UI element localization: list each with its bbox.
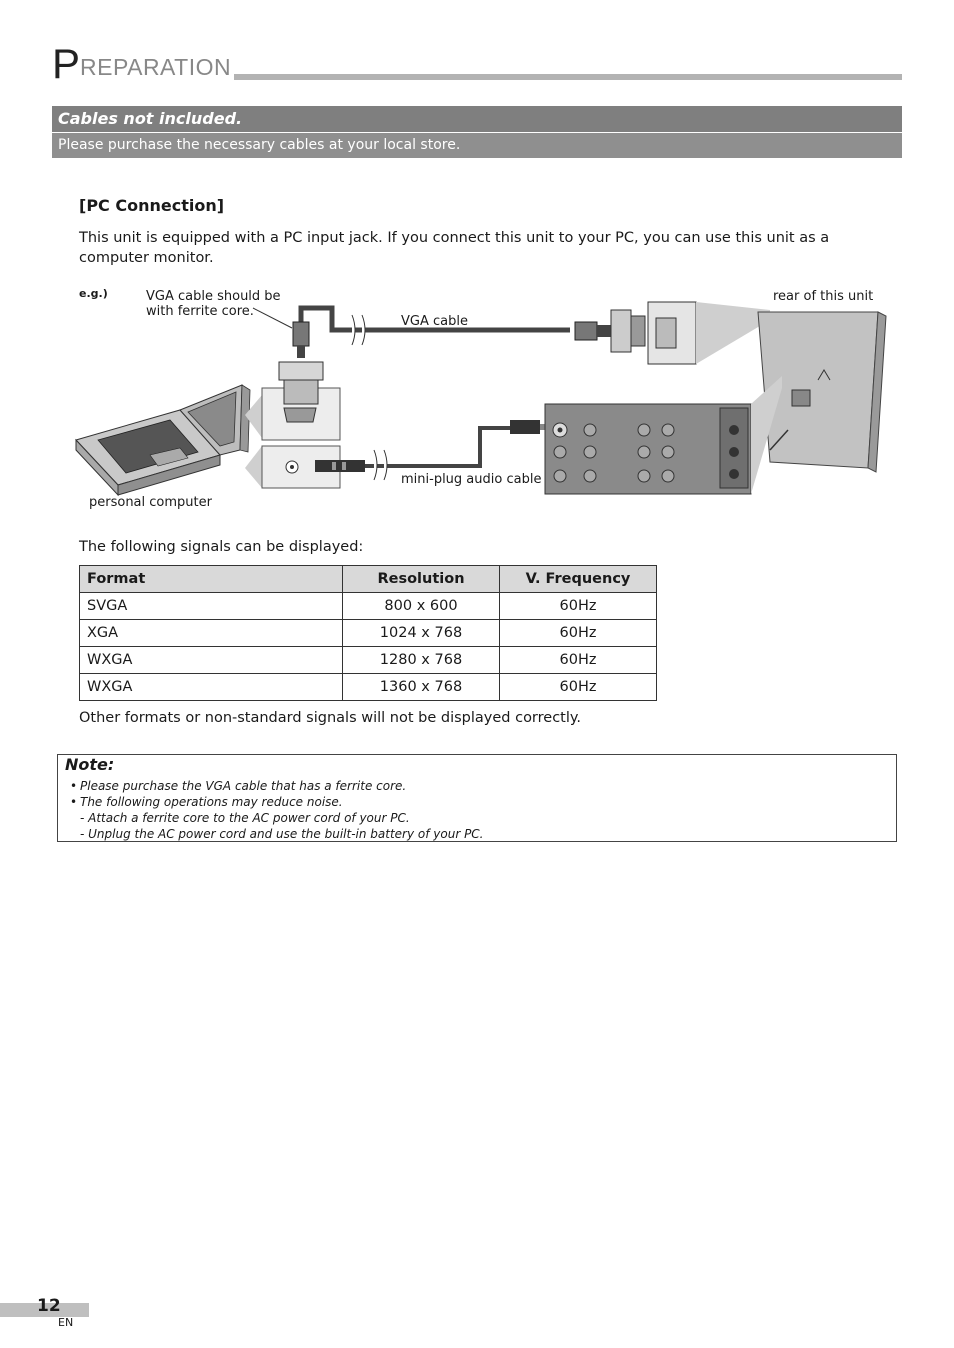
cables-banner-title: Cables not included. [52,106,902,132]
ferrite-leader-line [253,308,292,328]
note-bullet-1: Please purchase the VGA cable that has a ferrite core. [80,779,407,793]
note-title: Note: [65,755,115,774]
note-sub-2: - Unplug the AC power cord and use the built-in battery of your PC. [80,827,484,841]
pc-label: personal computer [89,495,212,510]
example-label: e.g.) [79,287,108,300]
table-row [80,620,657,647]
page-number: 12 [37,1296,61,1316]
cell-frequency: 60Hz [500,674,657,701]
signals-caption: The following signals can be displayed: [79,539,364,555]
cables-banner-subtitle: Please purchase the necessary cables at your local store. [52,133,902,158]
cell-format: WXGA [80,647,343,674]
tv-jack-panel [545,404,751,494]
header-frequency: V. Frequency [500,566,657,593]
cell-resolution: 1360 x 768 [343,674,500,701]
laptop-illustration [76,385,250,495]
cell-resolution: 1024 x 768 [343,620,500,647]
cell-frequency: 60Hz [500,647,657,674]
note-box [57,754,897,842]
cell-format: SVGA [80,593,343,620]
table-row [80,647,657,674]
signals-table [79,565,657,701]
cell-resolution: 800 x 600 [343,593,500,620]
heading-text: REPARATION [80,54,232,80]
page-language: EN [58,1316,74,1329]
section-intro: This unit is equipped with a PC input jack. If you connect this unit to your PC, you can use this unit as a computer monitor. [79,230,830,266]
note-body [70,778,484,842]
note-bullet: • The following operations may reduce noise. [70,795,343,809]
note-bullet: • Please purchase the VGA cable that has a ferrite core. [70,779,407,793]
zoom-wedge [696,302,770,364]
cell-frequency: 60Hz [500,620,657,647]
header-format: Format [80,566,343,593]
vga-cable-tv-end [352,302,696,364]
table-row [80,674,657,701]
table-row [80,593,657,620]
pc-connection-diagram [70,280,890,520]
cell-resolution: 1280 x 768 [343,647,500,674]
section-title: [PC Connection] [79,196,225,215]
rear-unit-label: rear of this unit [773,289,874,304]
cell-format: XGA [80,620,343,647]
note-sub-1: - Attach a ferrite core to the AC power cord of your PC. [80,811,410,825]
heading-initial: P [52,40,81,87]
ferrite-note-line1: VGA cable should be [146,289,281,304]
heading-rule [234,74,902,80]
vga-cable-label: VGA cable [401,314,468,329]
header-resolution: Resolution [343,566,500,593]
note-bullet-2: The following operations may reduce noise. [80,795,343,809]
audio-cable-label: mini-plug audio cable [401,472,542,487]
table-header-row [80,566,657,593]
page-heading [52,40,232,87]
ferrite-note-line2: with ferrite core. [146,304,254,319]
cell-format: WXGA [80,674,343,701]
cell-frequency: 60Hz [500,593,657,620]
audio-cable [315,420,550,480]
signals-footer: Other formats or non-standard signals will not be displayed correctly. [79,710,582,726]
